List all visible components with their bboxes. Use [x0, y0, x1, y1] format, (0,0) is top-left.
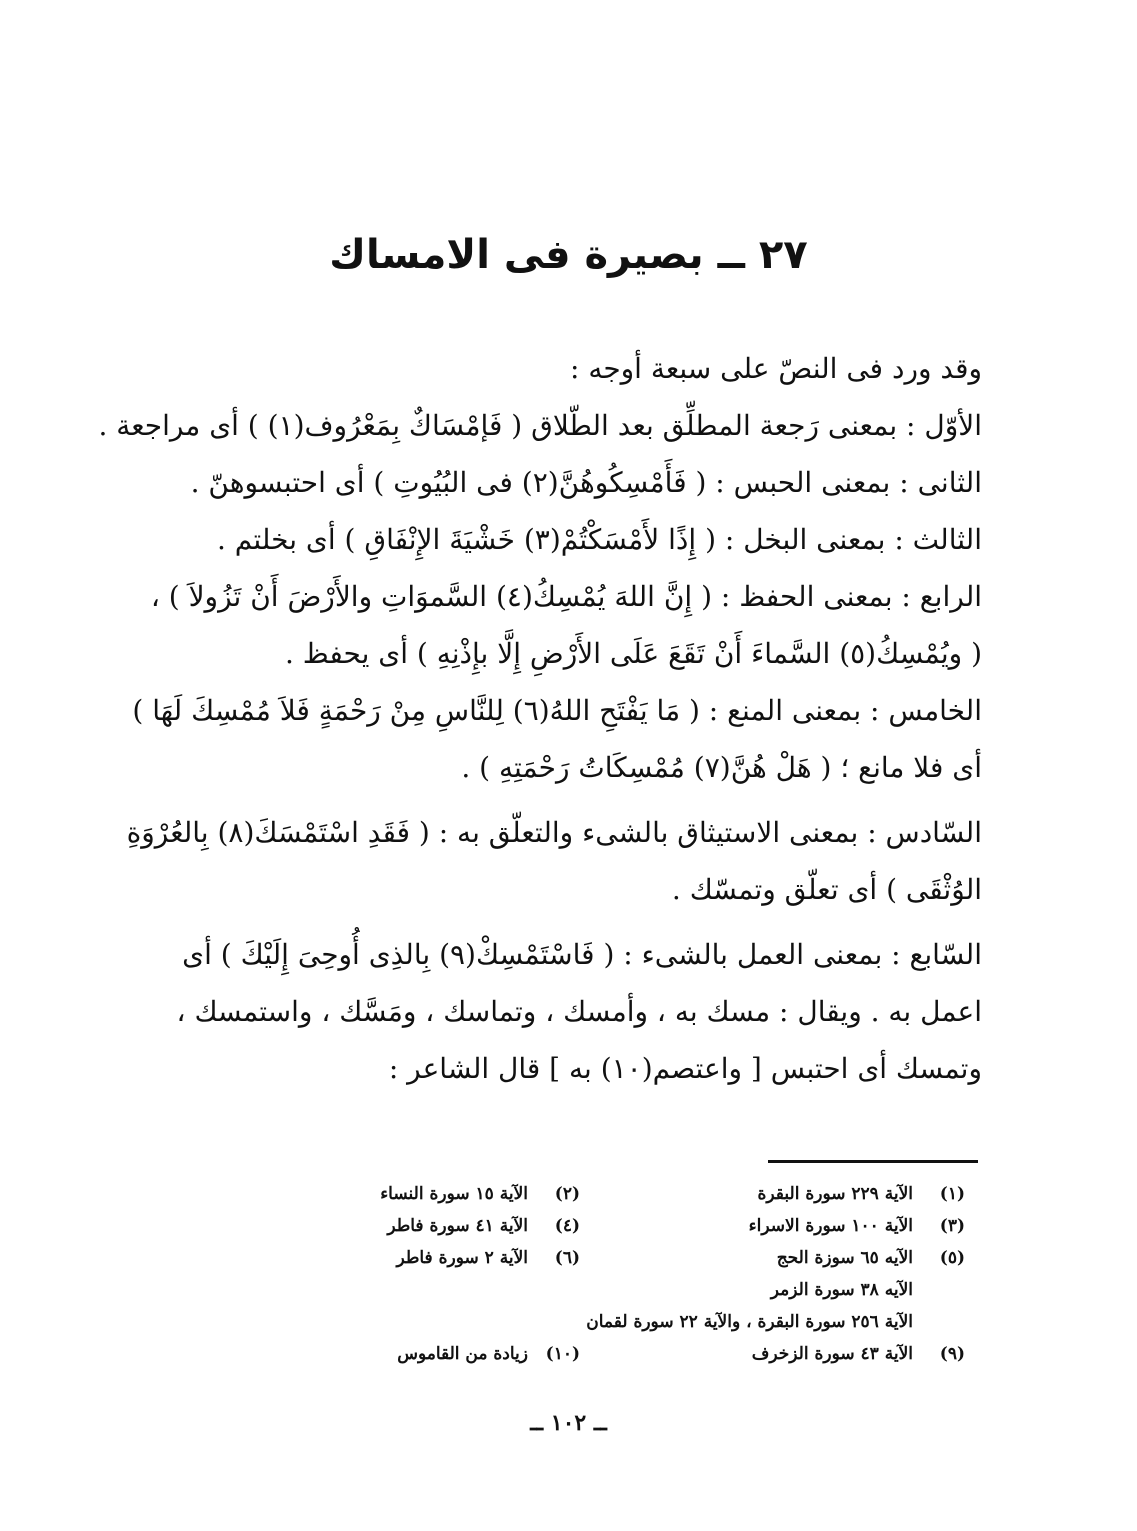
meaning-first	[100, 397, 982, 454]
footnote-9	[635, 1338, 965, 1370]
meaning-fourth	[100, 568, 982, 682]
text-line: اعمل به . ويقال : مسك به ، وأمسك ، وتماسك ، ومَسَّك ، واستمسك ،	[176, 995, 982, 1028]
main-text	[100, 340, 982, 1097]
meaning-fifth	[100, 682, 982, 796]
text-line: الثانى : بمعنى الحبس : ( فَأَمْسِكُوهُنَّ(٢) فى البُيُوتِ ) أى احتبسوهنّ .	[190, 466, 982, 499]
meaning-sixth	[100, 804, 982, 918]
footnote-text: الآية ٤٣ سورة الزخرف	[751, 1344, 913, 1364]
text-line: وتمسك أى احتبس [ واعتصم(١٠) به ] قال الشاعر :	[388, 1052, 982, 1085]
footnote-number: (٣)	[939, 1216, 965, 1236]
meaning-third	[100, 511, 982, 568]
text-line: الأوّل : بمعنى رَجعة المطلِّق بعد الطّلاق ( فَإمْسَاكٌ بِمَعْرُوف(١) ) أى مراجعة .	[98, 409, 982, 442]
text-line: السّابع : بمعنى العمل بالشىء : ( فَاسْتَمْسِكْ(٩) بِالذِى أُوحِىَ إِلَيْكَ ) أى	[182, 938, 982, 971]
footnote-5	[635, 1242, 965, 1274]
footnote-number: (١)	[939, 1184, 965, 1204]
footnote-text: الآية ١٥ سورة النساء	[380, 1184, 528, 1204]
footnote-4	[250, 1210, 635, 1242]
footnote-row	[250, 1242, 965, 1274]
footnote-10	[250, 1338, 635, 1370]
footnote-text: الآية ٤١ سورة فاطر	[387, 1216, 528, 1236]
intro-paragraph	[100, 340, 982, 397]
text-line: الرابع : بمعنى الحفظ : ( إِنَّ اللهَ يُمْسِكُ(٤) السَّموَاتِ والأَرْضَ أَنْ تَزُولاَ ) ،	[150, 580, 982, 613]
text-line: الوُثْقَى ) أى تعلّق وتمسّك .	[671, 873, 982, 906]
footnotes	[250, 1178, 965, 1370]
footnote-number: (٩)	[939, 1344, 965, 1364]
meaning-second	[100, 454, 982, 511]
text-line: أى فلا مانع ؛ ( هَلْ هُنَّ(٧) مُمْسِكَاتُ رَحْمَتِهِ ) .	[461, 751, 982, 784]
text-line: الثالث : بمعنى البخل : ( إِذًا لأَمْسَكْتُمْ(٣) خَشْيَةَ الإِنْفَاقِ ) أى بخلتم .	[217, 523, 982, 556]
footnote-6	[250, 1242, 635, 1274]
meaning-seventh	[100, 926, 982, 1097]
footnote-number: (٢)	[554, 1184, 580, 1204]
footnote-number: (٤)	[554, 1216, 580, 1236]
footnote-separator	[768, 1160, 978, 1163]
footnote-number: (٦)	[554, 1248, 580, 1268]
footnote-text: زيادة من القاموس	[397, 1344, 528, 1364]
text-line: ( ويُمْسِكُ(٥) السَّماءَ أَنْ تَقَعَ عَلَى الأَرْضِ إِلَّا بإِذْنِهِ ) أى يحفظ .	[285, 637, 982, 670]
footnote-row	[250, 1178, 965, 1210]
footnote-row	[250, 1210, 965, 1242]
footnote-number: (٥)	[939, 1248, 965, 1268]
footnote-3	[635, 1210, 965, 1242]
text-line: وقد ورد فى النصّ على سبعة أوجه :	[569, 352, 982, 385]
page-number: ــ ١٠٢ ــ	[530, 1410, 607, 1436]
footnote-7: الآيه ٣٨ سورة الزمر	[770, 1280, 913, 1300]
footnote-2	[250, 1178, 635, 1210]
footnote-8: الآية ٢٥٦ سورة البقرة ، والآية ٢٢ سورة لقمان	[586, 1312, 913, 1332]
footnote-text: الآية ٢٢٩ سورة البقرة	[757, 1184, 913, 1204]
footnote-text: الآية ٢ سورة فاطر	[396, 1248, 528, 1268]
footnote-text: الآية ١٠٠ سورة الاسراء	[748, 1216, 913, 1236]
text-line: السّادس : بمعنى الاستيثاق بالشىء والتعلّق به : ( فَقَدِ اسْتَمْسَكَ(٨) بِالعُرْوَةِ	[126, 816, 982, 849]
text-line: الخامس : بمعنى المنع : ( مَا يَفْتَحِ اللهُ(٦) لِلنَّاسِ مِنْ رَحْمَةٍ فَلاَ مُمْسِكَ لَهَا )	[132, 694, 982, 727]
footnote-1	[635, 1178, 965, 1210]
footnote-text: الآيه ٦٥ سوزة الحج	[776, 1248, 913, 1268]
footnote-number: (١٠)	[545, 1344, 580, 1364]
section-title: ٢٧ ــ بصيرة فى الامساك	[329, 232, 808, 278]
footnote-row	[250, 1338, 965, 1370]
